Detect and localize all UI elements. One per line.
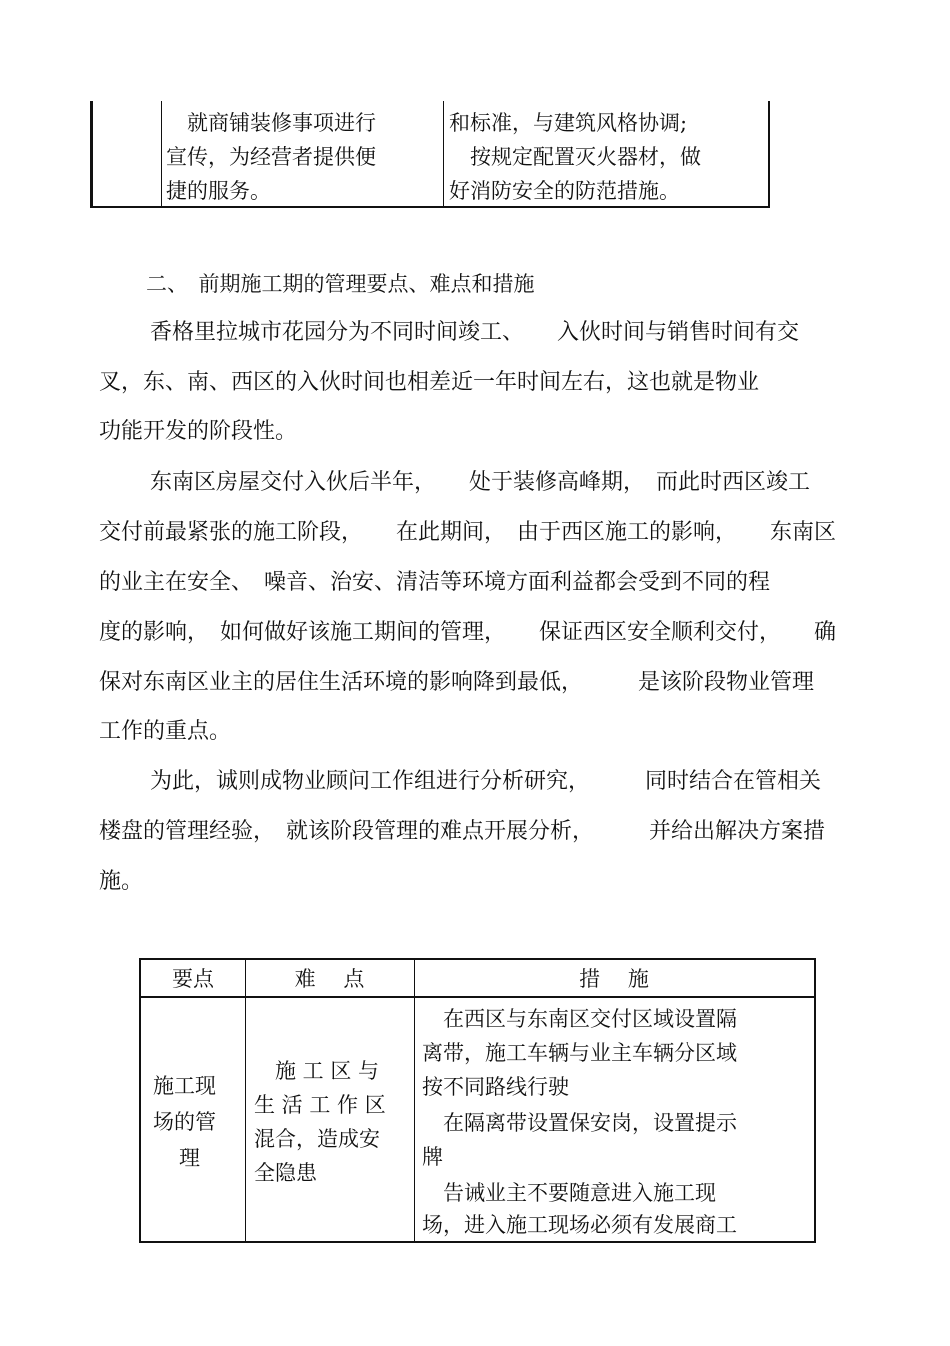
top-table-cell-line: 好消防安全的防范措施。 (449, 179, 680, 203)
top-table-cell-line: 宣传，为经营者提供便 (166, 145, 376, 169)
row-point-line: 场的管 (153, 1110, 216, 1134)
row-measure-line: 在西区与东南区交付区域设置隔 (422, 1007, 737, 1031)
row-difficulty-line: 施 工 区 与 (254, 1059, 380, 1083)
row-point-line: 理 (179, 1146, 200, 1170)
header-point: 要点 (172, 967, 214, 991)
row-measure-line: 离带，施工车辆与业主车辆分区域 (422, 1041, 737, 1065)
paragraph-line: 楼盘的管理经验， 就该阶段管理的难点开展分析， 并给出解决方案措 (99, 819, 826, 844)
top-table-divider-1 (161, 101, 162, 206)
paragraph-line: 功能开发的阶段性。 (99, 419, 298, 444)
top-table-cell-line: 捷的服务。 (166, 179, 271, 203)
top-table-cell-line: 按规定配置灭火器材，做 (449, 145, 701, 169)
top-table-divider-2 (443, 101, 444, 206)
paragraph-line: 香格里拉城市花园分为不同时间竣工、 入伙时间与销售时间有交 (150, 320, 800, 345)
section-heading: 二、 前期施工期的管理要点、难点和措施 (146, 272, 535, 296)
paragraph-line: 度的影响， 如何做好该施工期间的管理， 保证西区安全顺利交付， 确 (99, 620, 837, 645)
paragraph-line: 保对东南区业主的居住生活环境的影响降到最低， 是该阶段物业管理 (99, 670, 815, 695)
measures-table-divider-1 (245, 960, 246, 1241)
paragraph-line: 为此，诚则成物业顾问工作组进行分析研究， 同时结合在管相关 (150, 769, 822, 794)
paragraph-line: 交付前最紧张的施工阶段， 在此期间， 由于西区施工的影响， 东南区 (99, 520, 837, 545)
row-measure-line: 按不同路线行驶 (422, 1075, 569, 1099)
header-measures: 措 施 (579, 967, 649, 991)
row-difficulty-line: 全隐患 (254, 1161, 317, 1185)
header-difficulty: 难 点 (294, 967, 365, 991)
paragraph-line: 叉，东、南、西区的入伙时间也相差近一年时间左右，这也就是物业 (99, 370, 760, 395)
measures-table-divider-2 (414, 960, 415, 1241)
paragraph-line: 工作的重点。 (99, 719, 232, 744)
row-point-line: 施工现 (153, 1074, 216, 1098)
row-difficulty-line: 生 活 工 作 区 (254, 1093, 386, 1117)
measures-table (139, 958, 816, 1243)
row-measure-line: 牌 (422, 1145, 443, 1169)
top-table-cell-line: 和标准，与建筑风格协调; (449, 111, 688, 135)
top-table-cell-line: 就商铺装修事项进行 (166, 111, 376, 135)
paragraph-line: 施。 (99, 869, 144, 894)
row-measure-line: 场，进入施工现场必须有发展商工 (422, 1213, 737, 1237)
row-measure-line: 告诫业主不要随意进入施工现 (422, 1181, 716, 1205)
row-difficulty-line: 混合，造成安 (254, 1127, 380, 1151)
measures-table-header-rule (141, 996, 814, 998)
row-measure-line: 在隔离带设置保安岗，设置提示 (422, 1111, 737, 1135)
paragraph-line: 东南区房屋交付入伙后半年， 处于装修高峰期， 而此时西区竣工 (150, 470, 811, 495)
paragraph-line: 的业主在安全、 噪音、治安、清洁等环境方面利益都会受到不同的程 (99, 570, 771, 595)
